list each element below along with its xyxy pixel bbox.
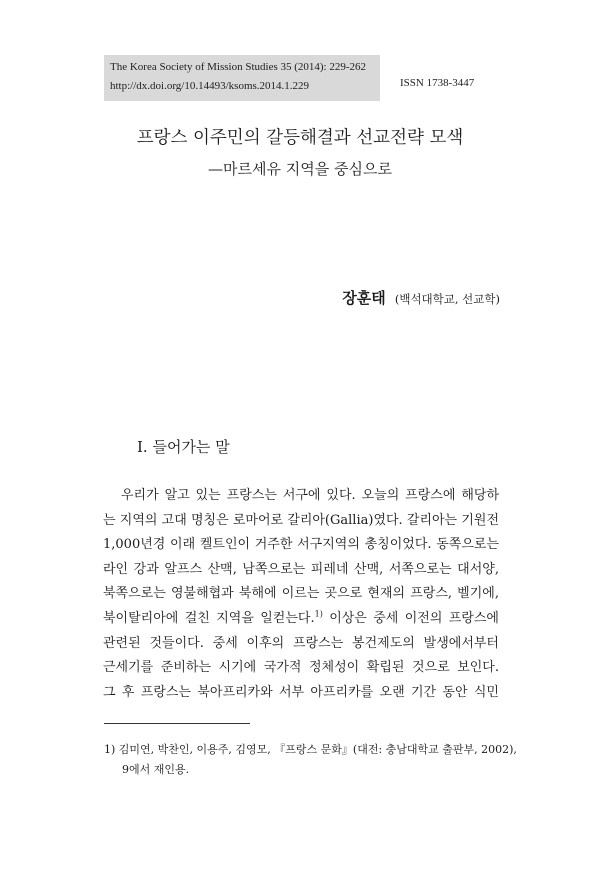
body-line: 북쪽으로는 영불해협과 북해에 이르는 곳으로 현재의 프랑스, 벨기에, xyxy=(103,586,499,602)
body-line-with-footnote xyxy=(103,607,499,632)
doi-link[interactable]: http://dx.doi.org/10.14493/ksoms.2014.1.229 xyxy=(110,80,310,92)
body-line-text: 북이탈리아에 걸친 지역을 일컫는다. xyxy=(103,610,315,626)
issn-number: ISSN 1738-3447 xyxy=(400,77,475,89)
footnote-line: 1) 김미연, 박찬인, 이용주, 김영모, 『프랑스 문화』(대전: 충남대학교 출판부, 2002), xyxy=(104,743,517,756)
body-line: 근세기를 준비하는 시기에 국가적 정체성이 확립된 것으로 보인다. xyxy=(103,660,499,676)
footnote-line: 9에서 재인용. xyxy=(122,763,190,776)
body-line: 그 후 프랑스는 북아프리카와 서부 아프리카를 오랜 기간 동안 식민 xyxy=(103,684,499,700)
body-line: 관련된 것들이다. 중세 이후의 프랑스는 봉건제도의 발생에서부터 xyxy=(103,635,499,651)
body-line: 라인 강과 알프스 산맥, 남쪽으로는 피레네 산맥, 서쪽으로는 대서양, xyxy=(103,561,499,577)
journal-citation: The Korea Society of Mission Studies 35 (2014): 229-262 xyxy=(110,61,367,73)
footnote-divider xyxy=(104,723,250,724)
article-subtitle: —마르세유 지역을 중심으로 xyxy=(208,160,392,178)
journal-info-box xyxy=(104,55,380,101)
body-line: 우리가 알고 있는 프랑스는 서구에 있다. 오늘의 프랑스에 해당하 xyxy=(121,488,499,503)
author-name: 장훈태 xyxy=(342,289,386,307)
author-line xyxy=(342,287,500,308)
article-title: 프랑스 이주민의 갈등해결과 선교전략 모색 xyxy=(136,128,464,148)
author-affiliation: (백석대학교, 선교학) xyxy=(394,292,500,306)
body-paragraph xyxy=(103,484,499,705)
footnote-reference[interactable]: 1) xyxy=(314,609,323,619)
section-heading: Ⅰ. 들어가는 말 xyxy=(137,438,230,456)
body-line-text: 이상은 중세 이전의 프랑스에 xyxy=(322,610,499,626)
footnote xyxy=(104,740,517,780)
body-line: 는 지역의 고대 명칭은 로마어로 갈리아(Gallia)였다. 갈리아는 기원전 xyxy=(103,512,499,528)
body-line: 1,000년경 이래 켈트인이 거주한 서구지역의 총칭이었다. 동쪽으로는 xyxy=(103,537,499,553)
